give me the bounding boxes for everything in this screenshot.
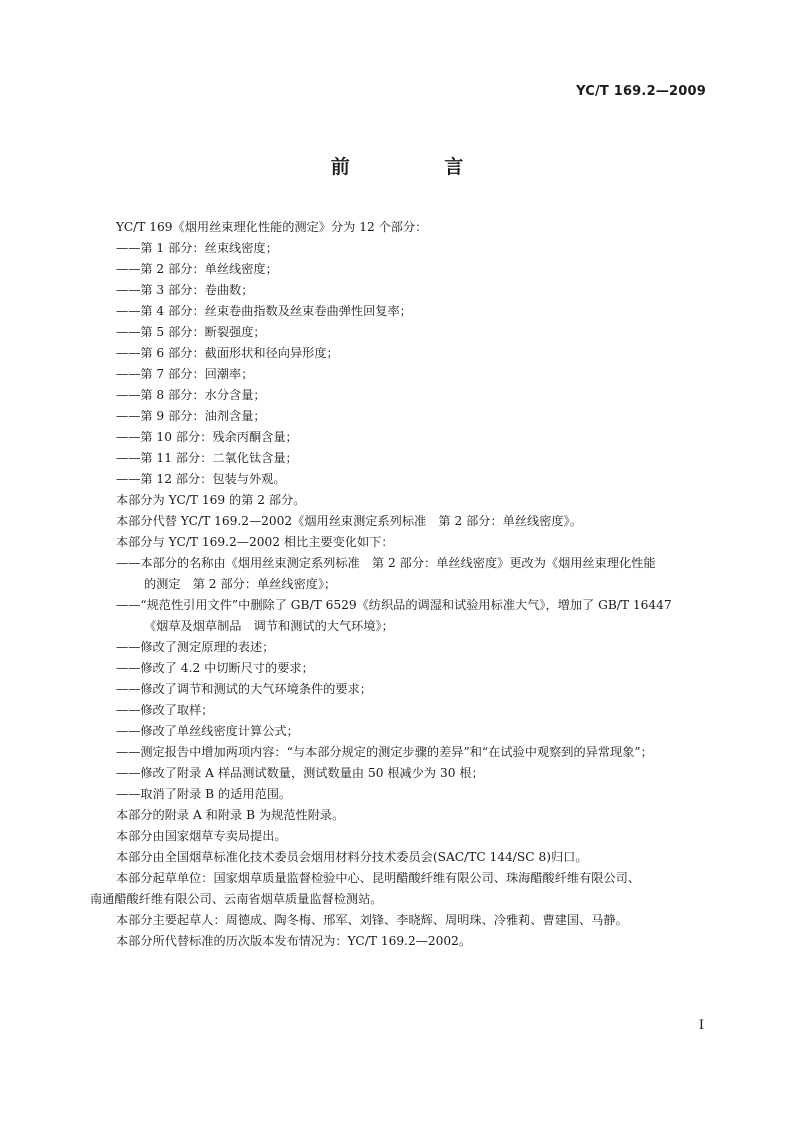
page-title: 前 言 <box>330 156 508 178</box>
text-line: ——修改了测定原理的表述； <box>116 640 275 654</box>
text-line: 的测定 第 2 部分：单丝线密度》； <box>144 577 337 591</box>
text-line: ——修改了调节和测试的大气环境条件的要求； <box>116 682 372 696</box>
text-line: ——修改了附录 A 样品测试数量，测试数量由 50 根减少为 30 根； <box>116 766 484 780</box>
text-line: ——第 2 部分：单丝线密度； <box>116 262 278 276</box>
standard-code: YC/T 169.2—2009 <box>576 84 706 99</box>
text-line: ——修改了单丝线密度计算公式； <box>116 724 299 738</box>
text-line: ——第 1 部分：丝束线密度； <box>116 241 278 255</box>
text-line: ——第 9 部分：油剂含量； <box>116 409 266 423</box>
text-line: 本部分代替 YC/T 169.2—2002《烟用丝束测定系列标准 第 2 部分：单丝线密度》。 <box>116 514 582 528</box>
text-line: ——修改了取样； <box>116 703 214 717</box>
text-line: ——第 6 部分：截面形状和径向异形度； <box>116 346 339 360</box>
text-line: ——第 10 部分：残余丙酮含量； <box>116 430 298 444</box>
text-line: 本部分由国家烟草专卖局提出。 <box>116 829 287 843</box>
foreword-body <box>90 217 708 952</box>
text-line: 本部分起草单位：国家烟草质量监督检验中心、昆明醋酸纤维有限公司、珠海醋酸纤维有限公司、 <box>116 871 641 885</box>
text-line: 本部分的附录 A 和附录 B 为规范性附录。 <box>116 808 345 822</box>
text-line: ——第 5 部分：断裂强度； <box>116 325 266 339</box>
text-line: 本部分与 YC/T 169.2—2002 相比主要变化如下： <box>116 535 394 549</box>
text-line: ——测定报告中增加两项内容：“与本部分规定的测定步骤的差异”和“在试验中观察到的异常现象”； <box>116 745 653 759</box>
text-line: 本部分由全国烟草标准化技术委员会烟用材料分技术委员会(SAC/TC 144/SC 8)归口。 <box>116 850 588 864</box>
text-line: ——第 11 部分：二氧化钛含量； <box>116 451 298 465</box>
text-line: ——第 3 部分：卷曲数； <box>116 283 254 297</box>
text-line: YC/T 169《烟用丝束理化性能的测定》分为 12 个部分： <box>116 220 428 234</box>
text-line: 《烟草及烟草制品 调节和测试的大气环境》； <box>144 619 394 633</box>
text-line: ——第 7 部分：回潮率； <box>116 367 254 381</box>
text-line: 本部分所代替标准的历次版本发布情况为：YC/T 169.2—2002。 <box>116 934 472 948</box>
text-line: ——第 4 部分：丝束卷曲指数及丝束卷曲弹性回复率； <box>116 304 412 318</box>
page-number: I <box>698 1018 704 1033</box>
text-line: ——本部分的名称由《烟用丝束测定系列标准 第 2 部分：单丝线密度》更改为《烟用丝束理化性能 <box>116 556 656 570</box>
text-line: 本部分为 YC/T 169 的第 2 部分。 <box>116 493 306 507</box>
text-line: ——第 12 部分：包装与外观。 <box>116 472 286 486</box>
text-line: ——第 8 部分：水分含量； <box>116 388 266 402</box>
text-line: ——取消了附录 B 的适用范围。 <box>116 787 292 801</box>
text-line: 南通醋酸纤维有限公司、云南省烟草质量监督检测站。 <box>90 892 383 906</box>
text-line: ——修改了 4.2 中切断尺寸的要求； <box>116 661 314 675</box>
text-line: ——“规范性引用文件”中删除了 GB/T 6529《纺织品的调湿和试验用标准大气》，增加了 GB/T 16447 <box>116 598 672 612</box>
text-line: 本部分主要起草人：周德成、陶冬梅、邢军、刘锋、李晓辉、周明珠、冷雅莉、曹建国、马静。 <box>116 913 628 927</box>
